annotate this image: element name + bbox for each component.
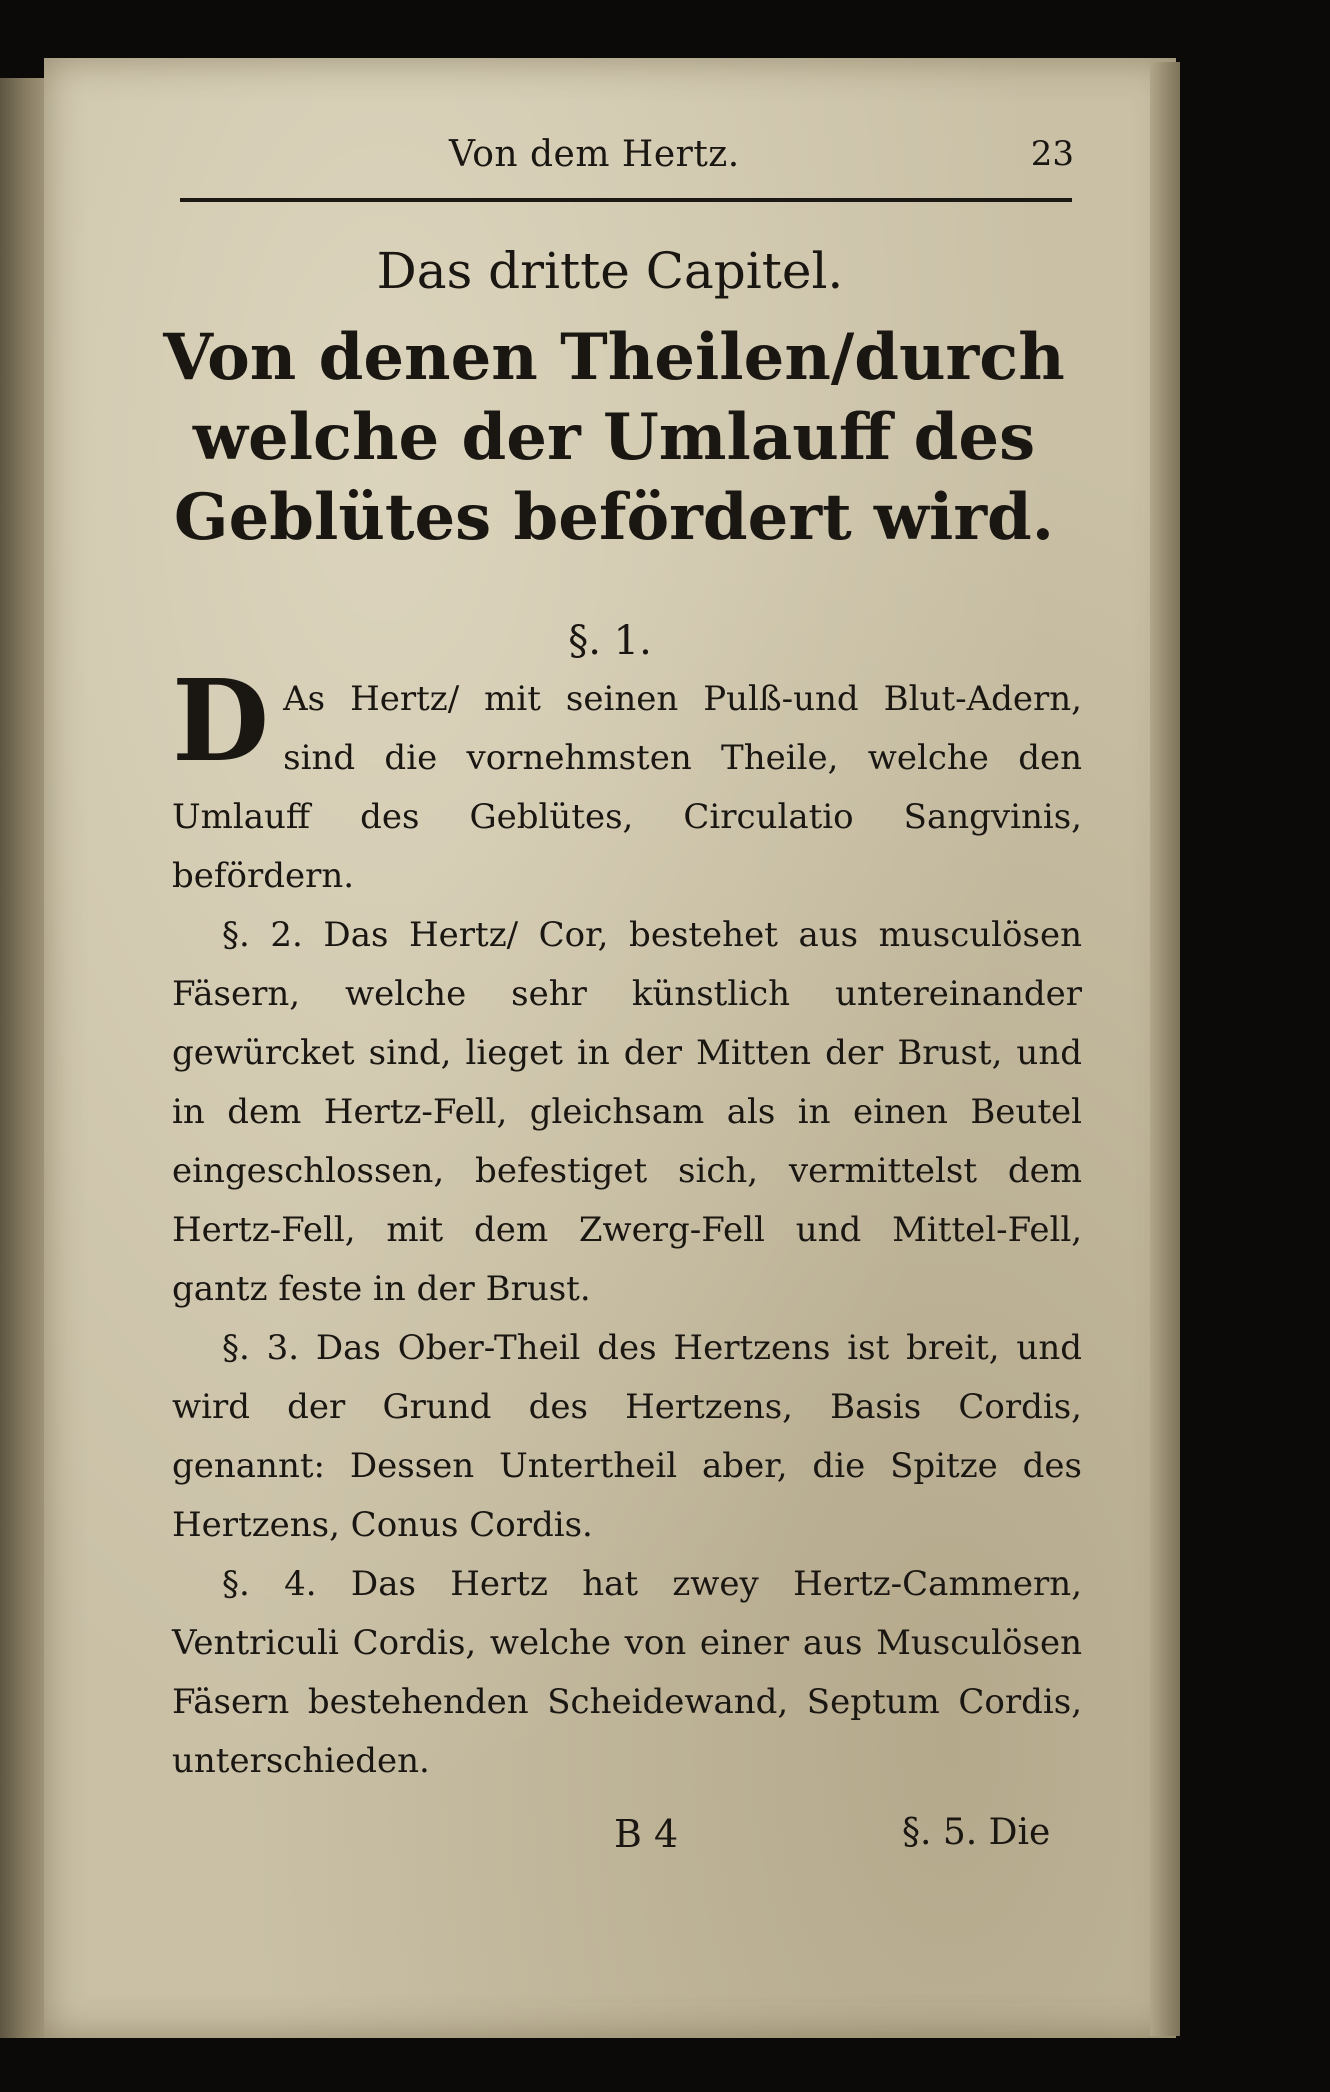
paragraph-1-text: As Hertz/ mit seinen Pulß-und Blut-Adern, sind die vornehmsten Theile, welche den Umlauff des Geblütes, Circulatio Sangvinis, befördern. <box>172 679 1082 896</box>
left-page-edge <box>0 78 46 2038</box>
signature-mark: B 4 <box>614 1812 679 1856</box>
chapter-label: Das dritte Capitel. <box>376 242 844 300</box>
chapter-title: Von denen Theilen/durch welche der Umlauff des Geblütes befördert wird. <box>163 320 1065 555</box>
section-mark: §. 1. <box>568 618 652 664</box>
paragraph-3: §. 3. Das Ober-Theil des Hertzens ist breit, und wird der Grund des Hertzens, Basis Cordis, genannt: Dessen Untertheil aber, die Spitze des Hertzens, Conus Cordis. <box>172 1328 1082 1545</box>
page-number: 23 <box>1030 134 1074 174</box>
catchword: §. 5. Die <box>902 1812 1051 1853</box>
running-head <box>144 134 1074 196</box>
header-rule <box>180 198 1072 202</box>
page-footer <box>44 1812 1176 1872</box>
drop-cap: D <box>172 656 270 787</box>
right-page-edge <box>1150 62 1180 2036</box>
paragraph-1 <box>172 656 1082 906</box>
paragraph-2: §. 2. Das Hertz/ Cor, bestehet aus musculösen Fäsern, welche sehr künstlich untereinander gewürcket sind, lieget in der Mitten der Brust, und in dem Hertz-Fell, gleichsam als in einen Beutel eingeschlossen, befestiget sich, vermittelst dem Hertz-Fell, mit dem Zwerg-Fell und Mittel-Fell, gantz feste in der Brust. <box>172 915 1082 1309</box>
body-text <box>172 656 1082 1791</box>
running-title: Von dem Hertz. <box>449 134 740 175</box>
book-page <box>44 58 1176 2038</box>
paragraph-4: §. 4. Das Hertz hat zwey Hertz-Cammern, Ventriculi Cordis, welche von einer aus Musculösen Fäsern bestehenden Scheidewand, Septum Cordis, unterschieden. <box>172 1564 1082 1781</box>
